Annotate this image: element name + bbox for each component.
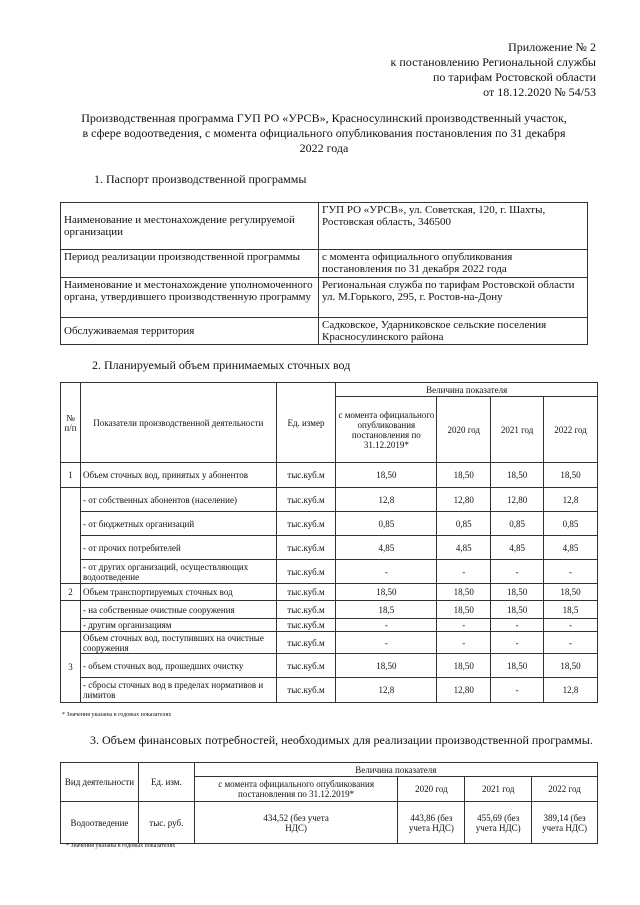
table-row xyxy=(61,619,598,632)
col-2022: 2022 год xyxy=(532,777,598,802)
row-value-since: - xyxy=(336,619,437,632)
row-name: - от прочих потребителей xyxy=(80,536,276,560)
row-value-2022: 18,5 xyxy=(544,601,598,619)
table-row xyxy=(61,488,598,512)
row-unit: тыс.куб.м xyxy=(276,654,336,678)
row-name: Объем сточных вод, принятых у абонентов xyxy=(80,463,276,488)
annex-header xyxy=(391,40,596,100)
row-name: Объем сточных вод, поступивших на очистные сооружения xyxy=(80,632,276,654)
table-row xyxy=(61,584,598,601)
row-name: - от собственных абонентов (население) xyxy=(80,488,276,512)
row-value-2022: 18,50 xyxy=(544,463,598,488)
row-value-2020: 443,86 (без учета НДС) xyxy=(398,802,465,844)
row-value-2020: - xyxy=(437,560,491,584)
col-2020: 2020 год xyxy=(398,777,465,802)
row-value-since: 18,50 xyxy=(336,463,437,488)
row-value-since: 18,50 xyxy=(336,584,437,601)
col-since-publication: с момента официального опубликования постановления по 31.12.2019* xyxy=(194,777,398,802)
row-value-since: - xyxy=(336,560,437,584)
row-value-since: - xyxy=(336,632,437,654)
row-unit: тыс. руб. xyxy=(138,802,194,844)
table-row xyxy=(61,654,598,678)
row-unit: тыс.куб.м xyxy=(276,536,336,560)
annex-number: Приложение № 2 xyxy=(508,40,596,54)
col-since-publication: с момента официального опубликования постановления по 31.12.2019* xyxy=(336,397,437,463)
row-value-since: 18,50 xyxy=(336,654,437,678)
row-value-since: 4,85 xyxy=(336,536,437,560)
row-unit: тыс.куб.м xyxy=(276,619,336,632)
table-row xyxy=(61,632,598,654)
row-value-2021: 4,85 xyxy=(491,536,544,560)
row-value-2020: 0,85 xyxy=(437,512,491,536)
row-value-2021: - xyxy=(491,619,544,632)
document-title xyxy=(58,111,590,156)
table-row xyxy=(61,463,598,488)
row-value-2022: 12,8 xyxy=(544,678,598,703)
row-name: - на собственные очистные сооружения xyxy=(80,601,276,619)
row-value-since: 0,85 xyxy=(336,512,437,536)
row-value-2022: 12,8 xyxy=(544,488,598,512)
row-value-2021: - xyxy=(491,678,544,703)
row-value-2022: 389,14 (без учета НДС) xyxy=(532,802,598,844)
table-row xyxy=(61,802,598,844)
passport-label: Обслуживаемая территория xyxy=(61,318,319,345)
annex-line3: по тарифам Ростовской области xyxy=(432,70,596,84)
row-value-2020: 18,50 xyxy=(437,584,491,601)
row-value-2021: 18,50 xyxy=(491,654,544,678)
row-name: - другим организациям xyxy=(80,619,276,632)
col-activity: Вид деятельности xyxy=(61,763,139,802)
row-value-2022: - xyxy=(544,560,598,584)
section1-heading: 1. Паспорт производственной программы xyxy=(94,172,307,186)
row-value-2022: - xyxy=(544,632,598,654)
table-row xyxy=(61,678,598,703)
row-value-2020: - xyxy=(437,619,491,632)
table-row xyxy=(61,318,588,345)
row-value-2022: - xyxy=(544,619,598,632)
row-name: Объем транспортируемых сточных вод xyxy=(80,584,276,601)
title-line3: 2022 года xyxy=(299,141,349,155)
table-row xyxy=(61,278,588,318)
passport-value: с момента официального опубликования постановления по 31 декабря 2022 года xyxy=(319,250,588,278)
passport-label: Наименование и местонахождение уполномоченного органа, утвердившего производственную программу xyxy=(61,278,319,318)
row-value-2022: 18,50 xyxy=(544,584,598,601)
row-num: 1 xyxy=(61,463,81,488)
col-2020: 2020 год xyxy=(437,397,491,463)
table-row xyxy=(61,250,588,278)
row-value-2021: 18,50 xyxy=(491,584,544,601)
row-name: - объем сточных вод, прошедших очистку xyxy=(80,654,276,678)
row-value-2022: 18,50 xyxy=(544,654,598,678)
row-value-2020: 4,85 xyxy=(437,536,491,560)
col-group-value: Величина показателя xyxy=(336,383,598,397)
row-unit: тыс.куб.м xyxy=(276,512,336,536)
row-value-2021: 18,50 xyxy=(491,463,544,488)
row-value-2021: - xyxy=(491,560,544,584)
row-value-2021: 0,85 xyxy=(491,512,544,536)
col-group-value: Величина показателя xyxy=(194,763,597,777)
col-unit: Ед. изм. xyxy=(138,763,194,802)
annex-date: от 18.12.2020 № 54/53 xyxy=(483,85,596,99)
row-value-since: 12,8 xyxy=(336,678,437,703)
passport-value: Садковское, Ударниковское сельские поселения Красносулинского района xyxy=(319,318,588,345)
row-unit: тыс.куб.м xyxy=(276,463,336,488)
row-value-2021: 18,50 xyxy=(491,601,544,619)
wastewater-volume-table xyxy=(60,382,598,703)
row-value-2020: 18,50 xyxy=(437,654,491,678)
row-value-2021: 12,80 xyxy=(491,488,544,512)
row-value-since: 18,5 xyxy=(336,601,437,619)
col-2021: 2021 год xyxy=(491,397,544,463)
row-value-2022: 4,85 xyxy=(544,536,598,560)
row-name: - от других организаций, осуществляющих водоотведение xyxy=(80,560,276,584)
col-unit: Ед. измер xyxy=(276,383,336,463)
row-value-2021: - xyxy=(491,632,544,654)
row-num xyxy=(61,601,81,632)
passport-label: Наименование и местонахождение регулируемой организации xyxy=(61,203,319,250)
financial-needs-table xyxy=(60,762,598,844)
row-num xyxy=(61,488,81,584)
table-row xyxy=(61,601,598,619)
passport-table xyxy=(60,202,588,345)
col-indicator: Показатели производственной деятельности xyxy=(80,383,276,463)
title-line1: Производственная программа ГУП РО «УРСВ», Красносулинский производственный участок, xyxy=(81,111,567,125)
row-name: - от бюджетных организаций xyxy=(80,512,276,536)
row-value-2021: 455,69 (без учета НДС) xyxy=(465,802,532,844)
row-unit: тыс.куб.м xyxy=(276,488,336,512)
section2-footnote: * Значения указаны в годовых показателях xyxy=(62,712,172,718)
row-value-2020: 12,80 xyxy=(437,488,491,512)
col-2022: 2022 год xyxy=(544,397,598,463)
table-row xyxy=(61,512,598,536)
row-num: 3 xyxy=(61,632,81,703)
table-row xyxy=(61,536,598,560)
passport-value: Региональная служба по тарифам Ростовской области ул. М.Горького, 295, г. Ростов-на-Дону xyxy=(319,278,588,318)
section3-heading: 3. Объем финансовых потребностей, необходимых для реализации производственной программы. xyxy=(90,733,593,747)
passport-value: ГУП РО «УРСВ», ул. Советская, 120, г. Шахты, Ростовская область, 346500 xyxy=(319,203,588,250)
table-row xyxy=(61,560,598,584)
row-value-2020: 12,80 xyxy=(437,678,491,703)
row-value-2022: 0,85 xyxy=(544,512,598,536)
annex-line2: к постановлению Региональной службы xyxy=(390,55,596,69)
row-name: - сбросы сточных вод в пределах нормативов и лимитов xyxy=(80,678,276,703)
row-value-since: 434,52 (без учета НДС) xyxy=(194,802,398,844)
col-2021: 2021 год xyxy=(465,777,532,802)
row-unit: тыс.куб.м xyxy=(276,560,336,584)
row-unit: тыс.куб.м xyxy=(276,632,336,654)
row-value-2020: 18,50 xyxy=(437,463,491,488)
row-value-2020: - xyxy=(437,632,491,654)
row-unit: тыс.куб.м xyxy=(276,601,336,619)
row-unit: тыс.куб.м xyxy=(276,678,336,703)
row-activity: Водоотведение xyxy=(61,802,139,844)
section2-heading: 2. Планируемый объем принимаемых сточных вод xyxy=(92,358,351,372)
col-num: № п/п xyxy=(61,383,81,463)
section3-footnote: * Значения указаны в годовых показателях xyxy=(66,843,176,849)
row-value-since: 12,8 xyxy=(336,488,437,512)
passport-label: Период реализации производственной программы xyxy=(61,250,319,278)
table-row xyxy=(61,203,588,250)
row-value-2020: 18,50 xyxy=(437,601,491,619)
row-unit: тыс.куб.м xyxy=(276,584,336,601)
title-line2: в сфере водоотведения, с момента официального опубликования постановления по 31 декабря xyxy=(82,126,566,140)
row-num: 2 xyxy=(61,584,81,601)
